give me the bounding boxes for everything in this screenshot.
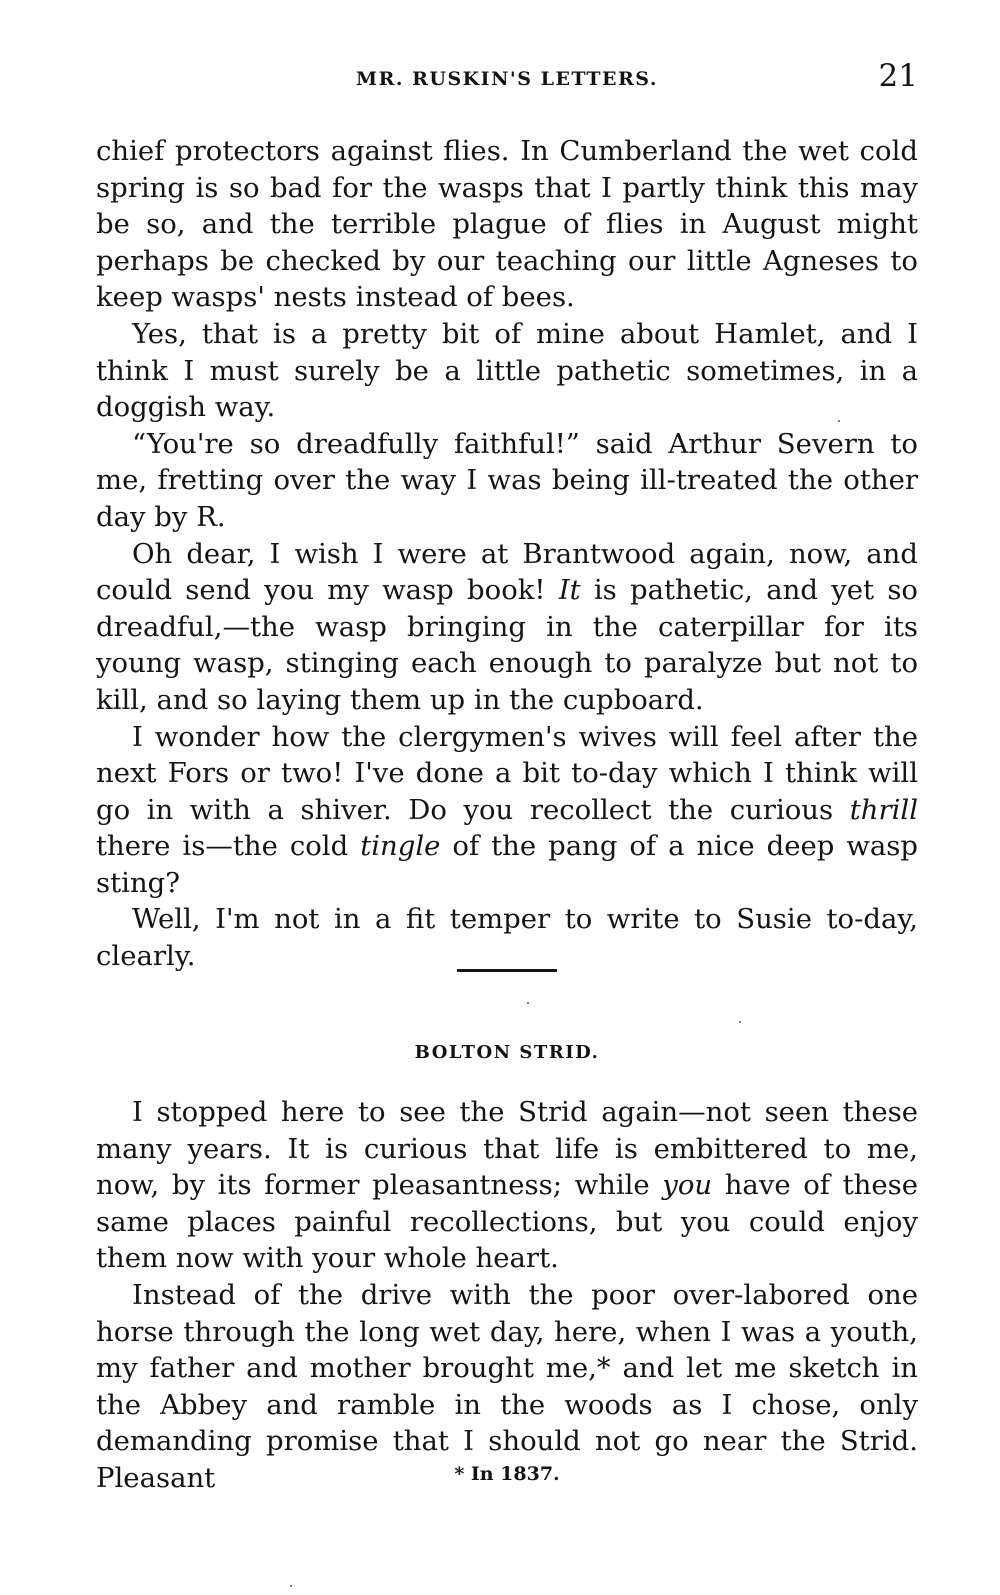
scan-speck bbox=[739, 1021, 741, 1023]
page-number: 21 bbox=[878, 58, 918, 94]
paragraph bbox=[96, 536, 918, 719]
text-run: of the pang of a nice deep wasp sting? bbox=[96, 830, 918, 899]
scan-speck bbox=[838, 420, 840, 422]
text-run: Well, I'm not in a fit temper to write to Susie to-day, clearly. bbox=[96, 903, 918, 973]
page-header bbox=[96, 58, 918, 98]
text-run: I wonder how the clergymen's wives will feel after the next Fors or two! I've done a bit to-day which I think will go in with a shiver. Do you recollect the curious bbox=[96, 720, 918, 826]
text-run: there is—the cold bbox=[96, 830, 361, 863]
running-title: MR. RUSKIN'S LETTERS. bbox=[356, 68, 658, 90]
letter-continuation bbox=[96, 133, 918, 975]
text-run: Oh dear, I wish I were at Brantwood again, now, and could send you my wasp book! bbox=[96, 537, 918, 607]
scan-speck bbox=[290, 1585, 292, 1587]
paragraph bbox=[96, 719, 918, 902]
text-run: Instead of the drive with the poor over-labored one horse through the long wet day, here, when I was a youth, my father and mother brought me,* and let me sketch in the Abbey and ramble in the woods as I chose, only demanding promise that I should not go near the Strid. Pleasant bbox=[96, 1278, 918, 1494]
text-run: I stopped here to see the Strid again—not seen these many years. It is curious that life is embittered to me, now, by its former pleasantness; while bbox=[96, 1096, 918, 1202]
section-divider bbox=[457, 969, 557, 972]
text-run: chief protectors against flies. In Cumberland the wet cold spring is so bad for the wasps that I partly think this may be so, and the terrible plague of flies in August might perhaps be checked by our teaching our little Agneses to keep wasps' nests instead of bees. bbox=[96, 135, 918, 314]
section-body bbox=[96, 1094, 918, 1497]
footnote: * In 1837. bbox=[454, 1463, 560, 1485]
text-run: “You're so dreadfully faithful!” said Arthur Severn to me, fretting over the way I was being ill-treated the other day by R. bbox=[96, 427, 918, 533]
italic-text: It bbox=[558, 574, 581, 607]
italic-text: you bbox=[662, 1169, 713, 1202]
text-run: is pathetic, and yet so dreadful,—the wasp bringing in the caterpillar for its young wasp, stinging each enough to paralyze but not to kill, and so laying them up in the cupboard. bbox=[96, 574, 918, 716]
paragraph bbox=[96, 1094, 918, 1277]
section-heading: BOLTON STRID. bbox=[414, 1042, 600, 1063]
paragraph bbox=[96, 426, 918, 536]
italic-text: thrill bbox=[849, 793, 918, 826]
paragraph bbox=[96, 133, 918, 316]
italic-text: tingle bbox=[360, 830, 441, 863]
paragraph bbox=[96, 316, 918, 426]
paragraph bbox=[96, 901, 918, 974]
text-run: have of these same places painful recollections, but you could enjoy them now with your whole heart. bbox=[96, 1169, 918, 1275]
text-run: Yes, that is a pretty bit of mine about Hamlet, and I think I must surely be a little pathetic sometimes, in a doggish way. bbox=[96, 317, 918, 424]
scan-speck bbox=[527, 1002, 529, 1004]
